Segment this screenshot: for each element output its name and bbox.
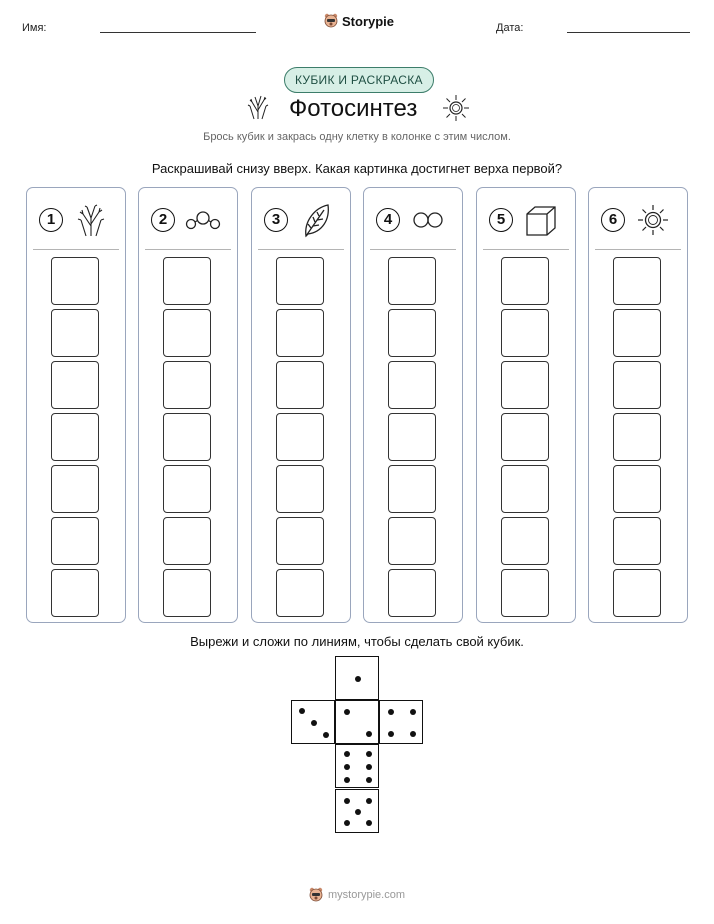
cube-face-5[interactable] (335, 789, 379, 833)
column-number: 2 (151, 208, 175, 232)
column-number: 1 (39, 208, 63, 232)
sugar-cube-icon (521, 202, 561, 238)
color-cell[interactable] (388, 413, 436, 461)
color-cell[interactable] (276, 517, 324, 565)
column-number: 5 (489, 208, 513, 232)
bear-logo-icon (324, 13, 338, 29)
color-cell[interactable] (51, 569, 99, 617)
column-divider (595, 249, 681, 250)
color-cell[interactable] (276, 569, 324, 617)
color-cell[interactable] (501, 517, 549, 565)
color-cell[interactable] (276, 361, 324, 409)
color-cell[interactable] (613, 517, 661, 565)
column-4 (363, 187, 463, 623)
cube-face-2[interactable] (335, 700, 379, 744)
molecule-chain-icon (183, 202, 223, 238)
footer (309, 887, 405, 903)
color-cell[interactable] (501, 257, 549, 305)
color-cell[interactable] (501, 569, 549, 617)
name-label: Имя: (22, 22, 47, 34)
cube-face-3[interactable] (291, 700, 335, 744)
cube-face-6[interactable] (335, 744, 379, 788)
coral-plant-icon (71, 202, 111, 238)
coral-plant-icon (244, 94, 272, 120)
color-cell[interactable] (51, 465, 99, 513)
color-cell[interactable] (163, 257, 211, 305)
column-1 (26, 187, 126, 623)
bear-logo-icon (309, 887, 323, 903)
name-line[interactable] (100, 32, 256, 33)
double-circle-icon (408, 202, 448, 238)
color-cell[interactable] (163, 413, 211, 461)
color-cell[interactable] (501, 361, 549, 409)
column-divider (370, 249, 456, 250)
color-cell[interactable] (388, 257, 436, 305)
column-divider (483, 249, 569, 250)
subtitle: Брось кубик и закрась одну клетку в колонке с этим числом. (203, 131, 511, 143)
cube-face-4[interactable] (379, 700, 423, 744)
column-5 (476, 187, 576, 623)
color-cell[interactable] (163, 361, 211, 409)
color-cell[interactable] (613, 309, 661, 357)
column-number: 6 (601, 208, 625, 232)
sun-icon (633, 202, 673, 238)
color-cell[interactable] (613, 361, 661, 409)
cube-face-1[interactable] (335, 656, 379, 700)
column-divider (145, 249, 231, 250)
column-divider (33, 249, 119, 250)
logo-text: Storypie (342, 13, 395, 29)
color-cell[interactable] (276, 465, 324, 513)
sun-icon (442, 94, 470, 122)
column-2 (138, 187, 238, 623)
color-cell[interactable] (51, 361, 99, 409)
page-title: Фотосинтез (289, 95, 418, 122)
color-cell[interactable] (501, 309, 549, 357)
instruction: Раскрашивай снизу вверх. Какая картинка достигнет верха первой? (151, 161, 563, 176)
color-cell[interactable] (388, 361, 436, 409)
color-cell[interactable] (388, 465, 436, 513)
column-6 (588, 187, 688, 623)
color-cell[interactable] (613, 465, 661, 513)
leaf-icon (296, 202, 336, 238)
color-cell[interactable] (388, 517, 436, 565)
color-cell[interactable] (51, 413, 99, 461)
color-cell[interactable] (501, 413, 549, 461)
column-divider (258, 249, 344, 250)
date-label: Дата: (496, 22, 524, 34)
cube-instruction: Вырежи и сложи по линиям, чтобы сделать свой кубик. (190, 634, 524, 649)
storypie-logo (324, 13, 394, 29)
color-cell[interactable] (163, 517, 211, 565)
column-number: 3 (264, 208, 288, 232)
color-cell[interactable] (613, 413, 661, 461)
color-cell[interactable] (501, 465, 549, 513)
column-number: 4 (376, 208, 400, 232)
color-cell[interactable] (163, 465, 211, 513)
color-cell[interactable] (51, 309, 99, 357)
color-cell[interactable] (163, 309, 211, 357)
color-cell[interactable] (51, 257, 99, 305)
color-cell[interactable] (388, 569, 436, 617)
color-cell[interactable] (276, 413, 324, 461)
color-cell[interactable] (613, 569, 661, 617)
footer-url[interactable]: mystorypie.com (328, 889, 406, 901)
column-3 (251, 187, 351, 623)
date-line[interactable] (567, 32, 690, 33)
color-cell[interactable] (51, 517, 99, 565)
activity-tag: КУБИК И РАСКРАСКА (284, 67, 434, 93)
color-cell[interactable] (276, 309, 324, 357)
color-cell[interactable] (613, 257, 661, 305)
color-cell[interactable] (276, 257, 324, 305)
color-cell[interactable] (388, 309, 436, 357)
color-cell[interactable] (163, 569, 211, 617)
